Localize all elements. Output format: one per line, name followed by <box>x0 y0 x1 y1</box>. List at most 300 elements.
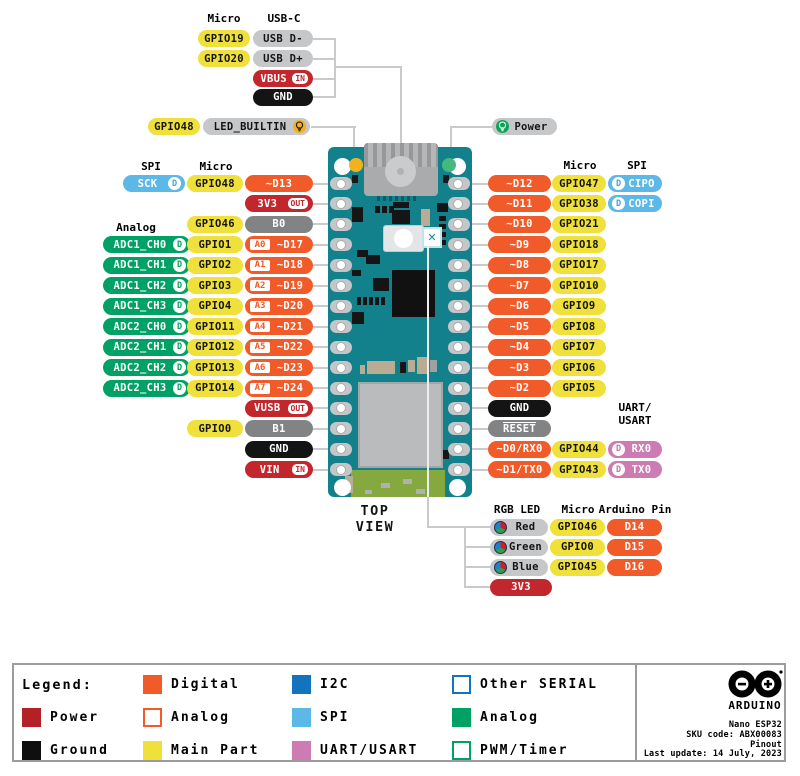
bus-pin-pill <box>245 420 313 437</box>
digital-pin-pill <box>488 175 551 192</box>
left-header-spi: SPI <box>141 160 161 173</box>
right-header-spi: SPI <box>627 159 647 172</box>
pill-label: ADC1_CH1 <box>113 259 167 272</box>
pill-label: TX0 <box>631 463 652 476</box>
board-component <box>403 479 412 484</box>
micro-pin-pill <box>550 519 605 536</box>
adc-func-pill <box>103 257 190 274</box>
board-component <box>357 297 387 305</box>
analog-pin-box: A6 <box>249 361 271 374</box>
analog-pin-box: A2 <box>249 279 271 292</box>
usb-shield-circle <box>385 156 416 187</box>
legend-swatch-uart-usart <box>292 741 311 760</box>
micro-pin-pill <box>187 380 243 397</box>
digital-pin-pill <box>488 277 551 294</box>
bus-pin-pill <box>245 216 313 233</box>
pill-label: Green <box>508 541 543 553</box>
pill-label: ~D19 <box>276 279 304 292</box>
pin-hole <box>453 363 463 373</box>
micro-pin-pill <box>552 461 606 478</box>
pill-label: GPIO46 <box>557 521 598 533</box>
rgb-header-arduino-pin: Arduino Pin <box>598 503 672 516</box>
pill-label: GPIO18 <box>559 238 599 251</box>
rgb-led-icon <box>494 521 507 534</box>
micro-pin-pill <box>552 380 606 397</box>
micro-pin-pill <box>187 420 243 437</box>
io-badge: OUT <box>287 402 309 415</box>
right-header-micro: Micro <box>563 159 597 172</box>
pill-label: ADC1_CH3 <box>113 300 167 313</box>
brand-info <box>644 721 782 760</box>
board-component <box>439 216 446 221</box>
pill-label: VIN <box>259 463 280 476</box>
pin-hole <box>336 363 346 373</box>
micro-pin-pill <box>550 559 605 576</box>
pill-label: ~D21 <box>276 320 304 333</box>
board-component <box>400 362 406 373</box>
legend-swatch-analog <box>452 708 471 727</box>
power-pin-pill <box>245 461 313 478</box>
digital-pin-pill <box>245 298 313 315</box>
power-label-pill <box>492 118 557 135</box>
micro-pin-pill <box>552 175 606 192</box>
legend-label: PWM/Timer <box>480 743 569 758</box>
pill-label: ~D1/TX0 <box>496 463 543 476</box>
board-component <box>366 255 380 264</box>
connector-line <box>464 526 466 588</box>
micro-pin-pill <box>552 298 606 315</box>
connector-line <box>313 78 336 80</box>
digital-pin-pill <box>488 236 551 253</box>
spi-func-pill <box>123 175 185 192</box>
micro-pin-pill <box>198 50 250 67</box>
pill-label: ~D17 <box>276 238 304 251</box>
micro-pin-pill <box>187 175 243 192</box>
mounting-hole <box>334 479 351 496</box>
legend-label: SPI <box>320 710 350 725</box>
pill-label: CIPO <box>628 177 655 190</box>
micro-pin-pill <box>187 298 243 315</box>
digital-pin-pill <box>488 298 551 315</box>
io-badge: OUT <box>287 197 309 210</box>
pill-label: LED_BUILTIN <box>213 120 287 133</box>
rgb-header-micro: Micro <box>561 503 595 516</box>
pill-label: ~D8 <box>509 259 530 272</box>
pill-label: B1 <box>272 422 286 435</box>
pill-label: COPI <box>628 197 655 210</box>
micro-pin-pill <box>552 277 606 294</box>
pin-hole <box>453 424 463 434</box>
digital-pin-pill <box>488 359 551 376</box>
pill-label: D14 <box>624 521 645 533</box>
d-badge: D <box>612 197 625 210</box>
pill-label: GPIO5 <box>562 382 596 394</box>
pill-label: GPIO1 <box>198 238 232 251</box>
uart-func-pill <box>608 441 662 458</box>
d-badge: D <box>612 463 625 476</box>
rgb-color-pill <box>490 539 548 556</box>
pin-hole <box>453 240 463 250</box>
board-component <box>375 206 380 213</box>
digital-pin-pill <box>488 339 551 356</box>
board-component <box>365 490 372 494</box>
d-badge: D <box>173 382 186 395</box>
pill-label: Blue <box>512 561 539 573</box>
pill-label: 3V3 <box>511 581 531 593</box>
pill-label: GPIO43 <box>559 463 599 476</box>
rgb-led-icon <box>494 561 507 574</box>
pill-label: ~D18 <box>276 259 304 272</box>
builtin-led-dot <box>349 158 363 172</box>
connector-line <box>311 126 356 128</box>
led-bulb-icon <box>293 120 306 133</box>
connector-line <box>464 586 491 588</box>
board-component <box>367 361 395 374</box>
pill-label: ADC1_CH0 <box>113 238 167 251</box>
digital-pin-pill <box>245 339 313 356</box>
legend-swatch-power <box>22 708 41 727</box>
power-led-dot <box>442 158 456 172</box>
pill-label: ADC2_CH1 <box>113 341 167 354</box>
reset-button <box>383 225 424 252</box>
micro-pin-pill <box>148 118 200 135</box>
legend-swatch-pwm-timer <box>452 741 471 760</box>
brand-product: Nano ESP32 <box>728 720 782 730</box>
pill-label: GPIO48 <box>154 120 194 133</box>
board-component <box>392 210 410 224</box>
brand-sku: SKU code: ABX00083 <box>686 729 782 740</box>
micro-pin-pill <box>187 216 243 233</box>
pill-label: ADC2_CH2 <box>113 361 167 374</box>
adc-func-pill <box>103 318 190 335</box>
d-badge: D <box>173 361 186 374</box>
io-badge: IN <box>291 463 309 476</box>
pill-label: 3V3 <box>257 197 278 210</box>
left-header-micro: Micro <box>199 160 233 173</box>
pill-label: ~D12 <box>506 177 533 190</box>
brand-updated: Last update: 14 July, 2023 <box>643 749 782 760</box>
digital-pin-pill <box>245 359 313 376</box>
d-badge: D <box>173 279 186 292</box>
connector-line <box>427 526 491 528</box>
micro-pin-pill <box>187 318 243 335</box>
pill-label: GPIO0 <box>560 541 595 553</box>
adc-func-pill <box>103 380 190 397</box>
pill-label: GPIO44 <box>559 443 599 456</box>
pin-hole <box>453 322 463 332</box>
board-component <box>437 203 448 212</box>
analog-pin-box: A3 <box>249 300 271 313</box>
d-badge: D <box>173 320 186 333</box>
connector-line <box>313 38 336 40</box>
adc-func-pill <box>103 277 190 294</box>
pill-label: D15 <box>624 541 645 553</box>
pill-label: GPIO13 <box>195 361 235 374</box>
digital-pin-pill <box>488 216 551 233</box>
ground-pin-pill <box>488 400 551 417</box>
micro-pin-pill <box>550 539 605 556</box>
pill-label: ~D4 <box>509 341 530 354</box>
pill-label: GPIO0 <box>198 422 232 435</box>
led-bulb-icon <box>496 120 509 133</box>
pill-label: GPIO10 <box>559 279 599 292</box>
rgb-led-icon <box>494 541 507 554</box>
usb-gnd-pill <box>253 89 313 106</box>
analog-pin-box: A1 <box>249 259 271 272</box>
usb-vbus-pill <box>253 70 313 87</box>
arduino-pin-pill <box>607 559 662 576</box>
micro-pin-pill <box>187 339 243 356</box>
d-badge: D <box>173 300 186 313</box>
digital-pin-pill <box>488 461 551 478</box>
pill-label: GPIO38 <box>559 197 599 210</box>
legend-swatch-ground <box>22 741 41 760</box>
digital-pin-pill <box>245 277 313 294</box>
pin-hole <box>336 199 346 209</box>
micro-pin-pill <box>552 216 606 233</box>
micro-pin-pill <box>552 318 606 335</box>
uart-header-line1: UART/ <box>618 401 652 414</box>
d-badge: D <box>173 238 186 251</box>
micro-pin-pill <box>552 236 606 253</box>
connector-line <box>464 566 491 568</box>
legend-swatch-other-serial <box>452 675 471 694</box>
pill-label: ~D3 <box>509 361 530 374</box>
pill-label: VBUS <box>260 72 287 85</box>
pill-label: GPIO11 <box>195 320 235 333</box>
board-component <box>393 202 409 208</box>
board-component <box>352 312 364 324</box>
pin-hole <box>453 281 463 291</box>
pill-label: ~D7 <box>509 279 530 292</box>
rgb-led-component-icon: ✕ <box>422 227 442 248</box>
top-header-micro: Micro <box>207 12 241 25</box>
board-component <box>352 207 363 222</box>
legend-swatch-spi <box>292 708 311 727</box>
io-badge: IN <box>291 72 309 85</box>
usb-usb-d--pill <box>253 30 313 47</box>
pin-hole <box>336 424 346 434</box>
micro-pin-pill <box>198 30 250 47</box>
pin-hole <box>336 179 346 189</box>
pin-hole <box>336 383 346 393</box>
analog-pin-box: A7 <box>249 382 271 395</box>
power-pin-pill <box>245 195 313 212</box>
pill-label: GPIO21 <box>559 218 599 231</box>
pill-label: ~D22 <box>276 341 304 354</box>
legend-label: Main Part <box>171 743 260 758</box>
pill-label: GPIO17 <box>559 259 599 272</box>
brand-name: ARDUINO <box>728 699 782 712</box>
pill-label: ADC1_CH2 <box>113 279 167 292</box>
pill-label: GPIO45 <box>557 561 598 573</box>
pill-label: B0 <box>272 218 286 231</box>
legend-swatch-digital <box>143 675 162 694</box>
board-component <box>352 270 361 276</box>
micro-pin-pill <box>552 257 606 274</box>
reset-button-cap <box>394 229 413 248</box>
legend-label: UART/USART <box>320 743 419 758</box>
legend-label: Analog <box>171 710 230 725</box>
connector-line <box>313 58 336 60</box>
digital-pin-pill <box>488 195 551 212</box>
pill-label: ~D24 <box>276 382 304 394</box>
pill-label: USB D- <box>263 32 303 45</box>
power-pin-pill <box>245 400 313 417</box>
connector-line <box>464 546 491 548</box>
pill-label: ~D2 <box>509 382 530 394</box>
pill-label: GPIO6 <box>562 361 596 374</box>
legend-label: Analog <box>480 710 539 725</box>
digital-pin-pill <box>245 318 313 335</box>
usb-c-connector <box>364 143 438 196</box>
pill-label: GPIO4 <box>198 300 232 313</box>
pill-label: ~D6 <box>509 300 530 313</box>
bus-pin-pill <box>488 420 551 437</box>
legend-title: Legend: <box>22 677 93 693</box>
brand-doc: Pinout <box>750 739 782 750</box>
pill-label: GND <box>269 443 289 456</box>
d-badge: D <box>168 177 181 190</box>
pill-label: GPIO20 <box>204 52 244 65</box>
micro-pin-pill <box>187 236 243 253</box>
legend-divider <box>635 663 637 762</box>
led-builtin-pill <box>203 118 310 135</box>
connector-line <box>400 66 402 145</box>
digital-pin-pill <box>488 318 551 335</box>
pill-label: Power <box>514 120 548 133</box>
legend-label: Other SERIAL <box>480 677 598 692</box>
digital-pin-pill <box>488 380 551 397</box>
pill-label: ~D0/RX0 <box>496 443 543 456</box>
pill-label: VUSB <box>254 402 281 415</box>
arduino-logo-icon <box>727 669 783 699</box>
rgb-header-led: RGB LED <box>493 503 541 516</box>
micro-pin-pill <box>187 277 243 294</box>
connector-line <box>450 126 493 128</box>
uart-func-pill <box>608 461 662 478</box>
pin-hole <box>453 383 463 393</box>
legend-swatch-main-part <box>143 741 162 760</box>
pill-label: GPIO12 <box>195 341 235 354</box>
pill-label: ~D20 <box>276 300 304 313</box>
board-component <box>382 206 387 213</box>
pill-label: D16 <box>624 561 645 573</box>
adc-func-pill <box>103 236 190 253</box>
digital-pin-pill <box>245 175 313 192</box>
pill-label: ADC2_CH0 <box>113 320 167 333</box>
digital-pin-pill <box>245 236 313 253</box>
board-component <box>408 360 415 372</box>
legend-label: Power <box>50 710 100 725</box>
micro-pin-pill <box>552 359 606 376</box>
usb-usb-d--pill <box>253 50 313 67</box>
board-component <box>430 360 437 372</box>
board-component <box>381 483 390 488</box>
top-header-usbc: USB-C <box>267 12 301 25</box>
left-header-analog: Analog <box>116 221 156 234</box>
pill-label: ~D5 <box>509 320 530 333</box>
rgb-3v3-pill <box>490 579 552 596</box>
analog-pin-box: A4 <box>249 320 271 333</box>
legend-swatch-analog <box>143 708 162 727</box>
pin-hole <box>336 240 346 250</box>
pill-label: ~D11 <box>506 197 533 210</box>
adc-func-pill <box>103 359 190 376</box>
micro-pin-pill <box>552 339 606 356</box>
arduino-pin-pill <box>607 539 662 556</box>
esp32-shield <box>358 382 443 468</box>
pill-label: GPIO2 <box>198 259 232 272</box>
pill-label: Red <box>515 521 536 533</box>
pill-label: USB D+ <box>263 52 303 65</box>
pill-label: GPIO47 <box>559 177 599 190</box>
rgb-trace-line <box>427 246 429 497</box>
pin-hole <box>453 465 463 475</box>
board-component <box>373 278 389 291</box>
legend-label: Digital <box>171 677 240 692</box>
mounting-hole <box>449 479 466 496</box>
pill-label: GPIO14 <box>195 382 235 394</box>
pill-label: GPIO3 <box>198 279 232 292</box>
pill-label: ADC2_CH3 <box>113 382 167 394</box>
digital-pin-pill <box>245 380 313 397</box>
analog-pin-box: A0 <box>249 238 271 251</box>
pill-label: GPIO9 <box>562 300 596 313</box>
micro-pin-pill <box>552 195 606 212</box>
board-caption: TOP VIEW <box>355 503 395 535</box>
board-component <box>421 209 430 226</box>
arduino-pin-pill <box>607 519 662 536</box>
connector-line <box>334 66 402 68</box>
micro-pin-pill <box>187 359 243 376</box>
spi-func-pill <box>608 195 662 212</box>
digital-pin-pill <box>488 441 551 458</box>
adc-func-pill <box>103 298 190 315</box>
connector-line <box>313 96 336 98</box>
pin-hole <box>453 179 463 189</box>
board-component <box>352 175 358 183</box>
spi-func-pill <box>608 175 662 192</box>
pill-label: ~D23 <box>276 361 304 374</box>
analog-pin-box: A5 <box>249 341 271 354</box>
pill-label: GND <box>273 91 293 103</box>
rgb-color-pill <box>490 519 548 536</box>
connector-line <box>427 497 429 527</box>
pill-label: ~D13 <box>265 177 293 190</box>
pill-label: RESET <box>502 423 537 436</box>
adc-func-pill <box>103 339 190 356</box>
board-component <box>360 365 365 374</box>
pill-label: ~D9 <box>509 238 530 251</box>
legend-label: Ground <box>50 743 109 758</box>
micro-pin-pill <box>552 441 606 458</box>
d-badge: D <box>612 177 625 190</box>
legend-label: I2C <box>320 677 350 692</box>
pin-hole <box>336 322 346 332</box>
pill-label: RX0 <box>631 443 652 456</box>
usb-center-dot <box>397 168 404 175</box>
board-component <box>416 489 425 494</box>
pin-hole <box>336 281 346 291</box>
pill-label: GPIO19 <box>204 32 244 45</box>
d-badge: D <box>173 341 186 354</box>
pin-hole <box>453 199 463 209</box>
pill-label: GPIO7 <box>562 341 596 354</box>
ground-pin-pill <box>245 441 313 458</box>
digital-pin-pill <box>245 257 313 274</box>
pill-label: GPIO48 <box>195 177 235 190</box>
